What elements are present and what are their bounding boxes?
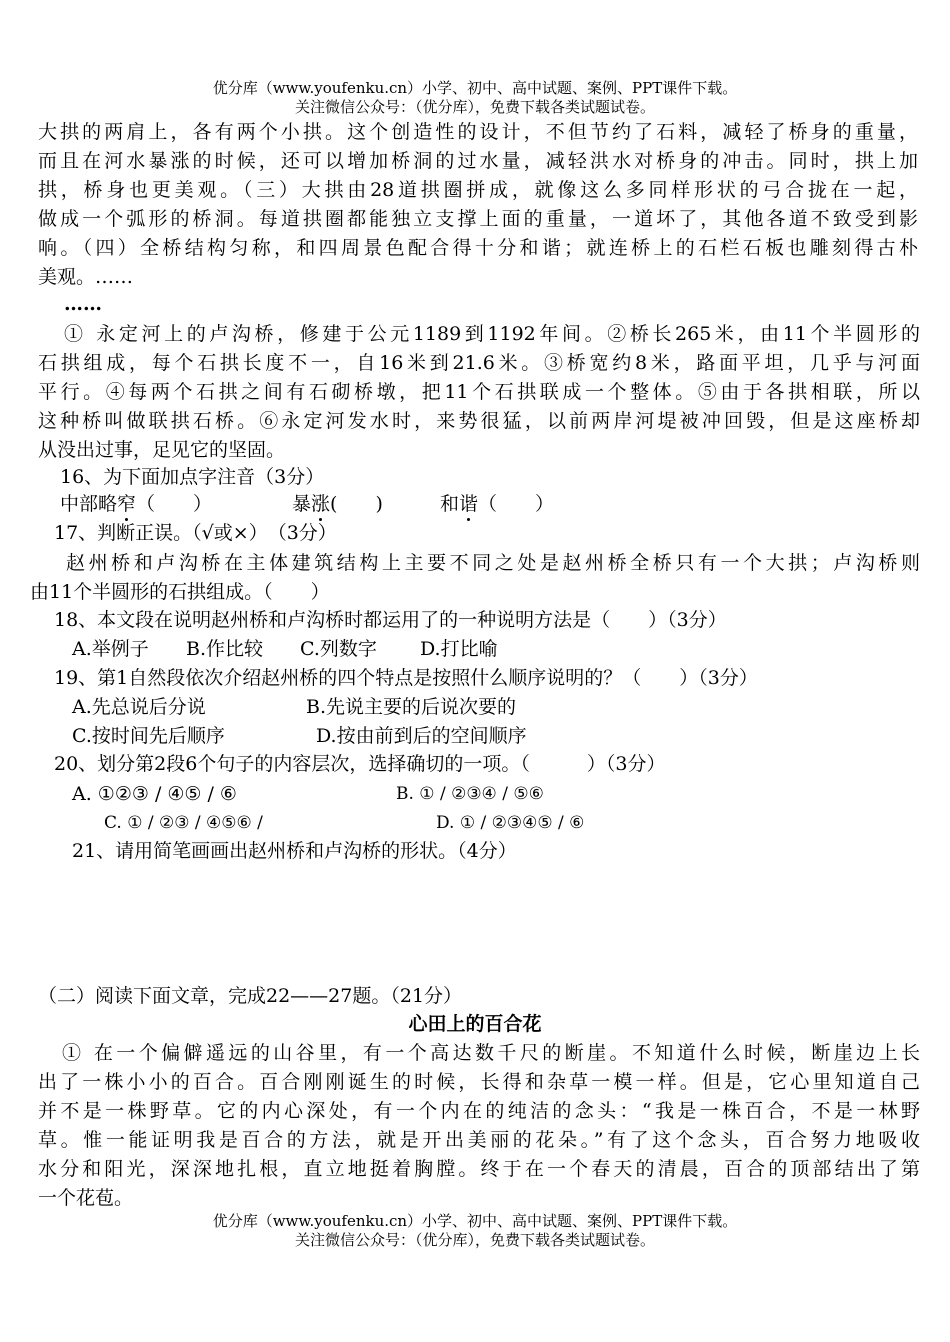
answer-blank[interactable]: ( ) bbox=[330, 493, 383, 515]
word-prefix: 和 bbox=[440, 493, 460, 515]
article-line: 水分和阳光，深深地扎根，直立地挺着胸膛。终于在一个春天的清晨，百合的顶部结出了第 bbox=[38, 1158, 920, 1180]
question-17-statement: 赵州桥和卢沟桥在主体建筑结构上主要不同之处是赵州桥全桥只有一个大拱；卢沟桥则 bbox=[66, 552, 920, 574]
passage-line: 从没出过事，足见它的坚固。 bbox=[38, 439, 286, 461]
page-footer-line-1: 优分库（www.youfenku.cn）小学、初中、高中试题、案例、PPT课件下载。 bbox=[212, 1212, 738, 1230]
option-b[interactable]: B. ① / ②③④ / ⑤⑥ bbox=[396, 784, 544, 804]
passage-line: 美观。…… bbox=[38, 266, 134, 288]
dotted-char: 窄 bbox=[117, 490, 136, 518]
drawing-area[interactable] bbox=[60, 868, 920, 978]
option-b[interactable]: B.作比较 bbox=[186, 638, 264, 660]
passage-line: 平行。④每两个石拱之间有石砌桥墩，把11个石拱联成一个整体。⑤由于各拱相联，所以 bbox=[38, 381, 920, 403]
passage-line: 大拱的两肩上，各有两个小拱。这个创造性的设计，不但节约了石料，减轻了桥身的重量， bbox=[38, 121, 918, 143]
option-d[interactable]: D. ① / ②③④⑤ / ⑥ bbox=[436, 813, 585, 833]
option-c[interactable]: C.列数字 bbox=[300, 638, 377, 660]
passage-ellipsis: …… bbox=[64, 293, 102, 315]
article-title: 心田上的百合花 bbox=[408, 1013, 542, 1035]
dotted-char: 涨 bbox=[311, 490, 330, 518]
section-2-intro: （二）阅读下面文章，完成22——27题。（21分） bbox=[38, 985, 463, 1007]
question-18-stem: 18、本文段在说明赵州桥和卢沟桥时都运用了的一种说明方法是（ ）（3分） bbox=[54, 609, 727, 631]
passage-line: 做成一个弧形的桥洞。每道拱圈都能独立支撑上面的重量，一道坏了，其他各道不致受到影 bbox=[38, 208, 918, 230]
article-line: 草。惟一能证明我是百合的方法，就是开出美丽的花朵。”有了这个念头，百合努力地吸收 bbox=[38, 1129, 920, 1151]
option-c[interactable]: C.按时间先后顺序 bbox=[72, 725, 225, 747]
article-line: 一个花苞。 bbox=[38, 1187, 134, 1209]
dotted-char: 谐 bbox=[459, 490, 478, 518]
answer-blank[interactable]: （ ） bbox=[136, 493, 213, 515]
question-16-word-3 bbox=[440, 490, 554, 518]
question-19-stem: 19、第1自然段依次介绍赵州桥的四个特点是按照什么顺序说明的？（ ）（3分） bbox=[54, 667, 758, 689]
page-footer-line-2: 关注微信公众号：（优分库），免费下载各类试题试卷。 bbox=[294, 1231, 655, 1249]
option-b[interactable]: B.先说主要的后说次要的 bbox=[306, 696, 517, 718]
question-17-statement-end[interactable]: 由11个半圆形的石拱组成。（ ） bbox=[30, 581, 330, 603]
question-16-word-2 bbox=[292, 490, 383, 518]
option-d[interactable]: D.按由前到后的空间顺序 bbox=[316, 725, 527, 747]
option-a[interactable]: A.举例子 bbox=[72, 638, 149, 660]
passage-line: 这种桥叫做联拱石桥。⑥永定河发水时，来势很猛，以前两岸河堤被冲回毁，但是这座桥却 bbox=[38, 410, 920, 432]
question-20-stem: 20、划分第2段6个句子的内容层次，选择确切的一项。（ ）（3分） bbox=[54, 753, 666, 775]
passage-line: 拱，桥身也更美观。（三）大拱由28道拱圈拼成，就像这么多同样形状的弓合拢在一起， bbox=[38, 179, 918, 201]
option-d[interactable]: D.打比喻 bbox=[420, 638, 498, 660]
question-17-stem: 17、判断正误。（√或×） （3分） bbox=[54, 522, 337, 544]
option-a[interactable]: A.先总说后分说 bbox=[72, 696, 206, 718]
article-line: ① 在一个偏僻遥远的山谷里，有一个高达数千尺的断崖。不知道什么时候，断崖边上长 bbox=[62, 1042, 920, 1064]
article-line: 并不是一株野草。它的内心深处，有一个内在的纯洁的念头：“我是一株百合，不是一林野 bbox=[38, 1100, 920, 1122]
page-header-line-1: 优分库（www.youfenku.cn）小学、初中、高中试题、案例、PPT课件下载。 bbox=[212, 79, 738, 97]
passage-line: 而且在河水暴涨的时候，还可以增加桥洞的过水量，减轻洪水对桥身的冲击。同时，拱上加 bbox=[38, 150, 918, 172]
word-prefix: 中部略 bbox=[60, 493, 118, 515]
option-c[interactable]: C. ① / ②③ / ④⑤⑥ / bbox=[104, 813, 263, 833]
word-prefix: 暴 bbox=[292, 493, 312, 515]
article-line: 出了一株小小的百合。百合刚刚诞生的时候，长得和杂草一模一样。但是，它心里知道自己 bbox=[38, 1071, 920, 1093]
question-16-word-1 bbox=[60, 490, 212, 518]
answer-blank[interactable]: （ ） bbox=[478, 493, 555, 515]
passage-line: 响。（四）全桥结构匀称，和四周景色配合得十分和谐；就连桥上的石栏石板也雕刻得古朴 bbox=[38, 237, 918, 259]
passage-line: ① 永定河上的卢沟桥，修建于公元1189到1192年间。②桥长265米，由11个半圆形的 bbox=[64, 323, 920, 345]
page-header-line-2: 关注微信公众号：（优分库），免费下载各类试题试卷。 bbox=[294, 98, 655, 116]
option-a[interactable]: A. ①②③ / ④⑤ / ⑥ bbox=[72, 783, 237, 805]
passage-line: 石拱组成，每个石拱长度不一，自16米到21.6米。③桥宽约8米，路面平坦，几乎与河面 bbox=[38, 352, 920, 374]
question-16-stem: 16、为下面加点字注音（3分） bbox=[60, 466, 325, 488]
question-21-stem: 21、请用简笔画画出赵州桥和卢沟桥的形状。（4分） bbox=[72, 840, 517, 862]
